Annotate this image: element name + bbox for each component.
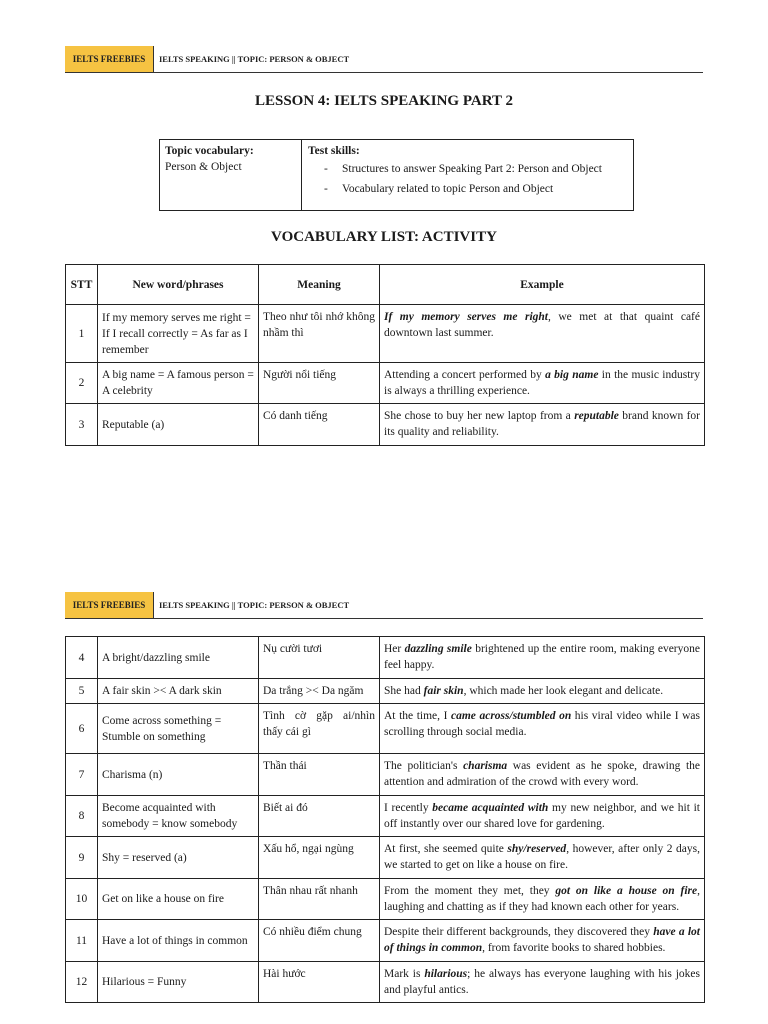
example-cell bbox=[380, 404, 705, 446]
meaning-cell: Thân nhau rất nhanh bbox=[259, 879, 380, 920]
word-cell: A big name = A famous person = A celebrity bbox=[98, 363, 259, 404]
example-text: brightened up the entire room, making everyone feel happy. bbox=[384, 643, 700, 671]
example-cell bbox=[380, 920, 705, 962]
table-row bbox=[66, 363, 705, 404]
topic-cell bbox=[160, 140, 302, 210]
header-divider bbox=[153, 46, 154, 72]
example-text: , laughing and chatting as if they had known each other for years. bbox=[384, 885, 700, 913]
skill-item: - Vocabulary related to topic Person and Object bbox=[324, 183, 554, 195]
stt-cell: 2 bbox=[66, 363, 98, 404]
skills-list bbox=[308, 161, 627, 197]
example-text: I recently bbox=[384, 802, 433, 814]
example-keyword: got on like a house on fire bbox=[555, 885, 698, 897]
word-cell: If my memory serves me right = If I recall correctly = As far as I remember bbox=[98, 305, 259, 363]
example-cell bbox=[380, 679, 705, 704]
example-keyword: shy/reserved bbox=[507, 843, 567, 855]
example-keyword: hilarious bbox=[424, 968, 468, 980]
meaning-cell: Biết ai đó bbox=[259, 796, 380, 837]
example-cell bbox=[380, 704, 705, 754]
meaning-cell: Tình cờ gặp ai/nhìn thấy cái gì bbox=[259, 704, 380, 754]
col-header-example: Example bbox=[380, 265, 705, 305]
word-cell: Get on like a house on fire bbox=[98, 879, 259, 920]
meaning-cell: Có nhiều điểm chung bbox=[259, 920, 380, 962]
word-cell: A bright/dazzling smile bbox=[98, 637, 259, 679]
example-keyword: reputable bbox=[574, 410, 619, 422]
example-text: She chose to buy her new laptop from a bbox=[384, 410, 575, 422]
meaning-cell: Nụ cười tươi bbox=[259, 637, 380, 679]
header-breadcrumb: IELTS SPEAKING || TOPIC: PERSON & OBJECT bbox=[159, 600, 350, 610]
vocab-table-continued bbox=[65, 636, 705, 1003]
meaning-cell: Theo như tôi nhớ không nhầm thì bbox=[259, 305, 380, 363]
meaning-cell: Da trắng >< Da ngăm bbox=[259, 679, 380, 704]
header-divider bbox=[153, 592, 154, 618]
example-cell bbox=[380, 754, 705, 796]
example-text: Despite their different backgrounds, they discovered they bbox=[384, 926, 654, 938]
meaning-cell: Có danh tiếng bbox=[259, 404, 380, 446]
table-row bbox=[66, 796, 705, 837]
brand-badge: IELTS FREEBIES bbox=[65, 46, 153, 72]
example-text: in the music industry is always a thrilling experience. bbox=[384, 369, 700, 397]
example-cell bbox=[380, 837, 705, 879]
example-text: his viral video while I was scrolling through social media. bbox=[384, 710, 700, 738]
skills-cell bbox=[302, 140, 633, 220]
example-text: , however, after only 2 days, we started to get on like a house on fire. bbox=[384, 843, 700, 871]
table-row bbox=[66, 637, 705, 679]
word-cell: Shy = reserved (a) bbox=[98, 837, 259, 879]
stt-cell: 11 bbox=[66, 920, 98, 962]
stt-cell: 4 bbox=[66, 637, 98, 679]
example-cell bbox=[380, 962, 705, 1003]
word-cell: Reputable (a) bbox=[98, 404, 259, 446]
skills-label: Test skills: bbox=[308, 145, 360, 157]
example-text: was evident as he spoke, drawing the attention and admiration of the crowd with every word. bbox=[384, 760, 700, 788]
example-keyword: fair skin bbox=[423, 685, 464, 697]
info-box bbox=[159, 139, 634, 211]
table-row bbox=[66, 837, 705, 879]
example-cell bbox=[380, 637, 705, 679]
topic-label: Topic vocabulary: bbox=[165, 145, 254, 157]
table-row bbox=[66, 404, 705, 446]
page-header bbox=[65, 592, 703, 619]
table-row bbox=[66, 704, 705, 754]
example-text: , which made her look elegant and delicate. bbox=[463, 685, 664, 697]
lesson-title: LESSON 4: IELTS SPEAKING PART 2 bbox=[254, 93, 514, 109]
example-text: The politician's bbox=[384, 760, 464, 772]
example-keyword: became acquainted with bbox=[432, 802, 549, 814]
col-header-stt: STT bbox=[66, 265, 98, 305]
example-text: ; he always has everyone laughing with his jokes and playful antics. bbox=[384, 968, 700, 996]
brand-badge: IELTS FREEBIES bbox=[65, 592, 153, 618]
page-header bbox=[65, 46, 703, 73]
stt-cell: 6 bbox=[66, 704, 98, 754]
example-text: At first, she seemed quite bbox=[384, 843, 508, 855]
word-cell: Come across something = Stumble on something bbox=[98, 704, 259, 754]
meaning-cell: Thần thái bbox=[259, 754, 380, 796]
stt-cell: 7 bbox=[66, 754, 98, 796]
table-row bbox=[66, 305, 705, 363]
example-keyword: a big name bbox=[545, 369, 599, 381]
example-text: my new neighbor, and we hit it off instantly over our shared love for gardening. bbox=[384, 802, 700, 830]
meaning-cell: Hài hước bbox=[259, 962, 380, 1003]
example-text: , from favorite books to shared hobbies. bbox=[482, 942, 666, 954]
example-text: , we met at that quaint café downtown last summer. bbox=[384, 311, 700, 339]
table-row bbox=[66, 962, 705, 1003]
example-text: She had bbox=[384, 685, 424, 697]
stt-cell: 8 bbox=[66, 796, 98, 837]
vocab-title: VOCABULARY LIST: ACTIVITY bbox=[271, 229, 497, 245]
example-keyword: dazzling smile bbox=[404, 643, 472, 655]
table-row bbox=[66, 879, 705, 920]
example-text: Her bbox=[384, 643, 405, 655]
example-cell bbox=[380, 796, 705, 837]
table-header-row bbox=[66, 265, 705, 305]
word-cell: Become acquainted with somebody = know somebody bbox=[98, 796, 259, 837]
stt-cell: 10 bbox=[66, 879, 98, 920]
example-text: From the moment they met, they bbox=[384, 885, 556, 897]
example-keyword: charisma bbox=[463, 760, 508, 772]
stt-cell: 9 bbox=[66, 837, 98, 879]
meaning-cell: Người nổi tiếng bbox=[259, 363, 380, 404]
stt-cell: 12 bbox=[66, 962, 98, 1003]
skill-item: - Structures to answer Speaking Part 2: Person and Object bbox=[324, 163, 602, 175]
example-keyword: If my memory serves me right bbox=[384, 311, 548, 323]
example-text: At the time, I bbox=[384, 710, 451, 722]
stt-cell: 5 bbox=[66, 679, 98, 704]
stt-cell: 3 bbox=[66, 404, 98, 446]
col-header-word: New word/phrases bbox=[98, 265, 259, 305]
table-row bbox=[66, 679, 705, 704]
header-breadcrumb: IELTS SPEAKING || TOPIC: PERSON & OBJECT bbox=[159, 54, 350, 64]
example-keyword: have a lot of things in common bbox=[384, 926, 700, 954]
example-keyword: came across/stumbled on bbox=[451, 710, 572, 722]
stt-cell: 1 bbox=[66, 305, 98, 363]
vocab-table bbox=[65, 264, 705, 446]
example-cell bbox=[380, 363, 705, 404]
topic-value: Person & Object bbox=[165, 161, 242, 173]
word-cell: A fair skin >< A dark skin bbox=[98, 679, 259, 704]
word-cell: Hilarious = Funny bbox=[98, 962, 259, 1003]
table-row bbox=[66, 920, 705, 962]
col-header-meaning: Meaning bbox=[259, 265, 380, 305]
word-cell: Charisma (n) bbox=[98, 754, 259, 796]
example-cell bbox=[380, 305, 705, 363]
meaning-cell: Xấu hổ, ngại ngùng bbox=[259, 837, 380, 879]
word-cell: Have a lot of things in common bbox=[98, 920, 259, 962]
table-row bbox=[66, 754, 705, 796]
example-text: Mark is bbox=[384, 968, 425, 980]
example-cell bbox=[380, 879, 705, 920]
example-text: brand known for its quality and reliability. bbox=[384, 410, 700, 438]
example-text: Attending a concert performed by bbox=[384, 369, 546, 381]
